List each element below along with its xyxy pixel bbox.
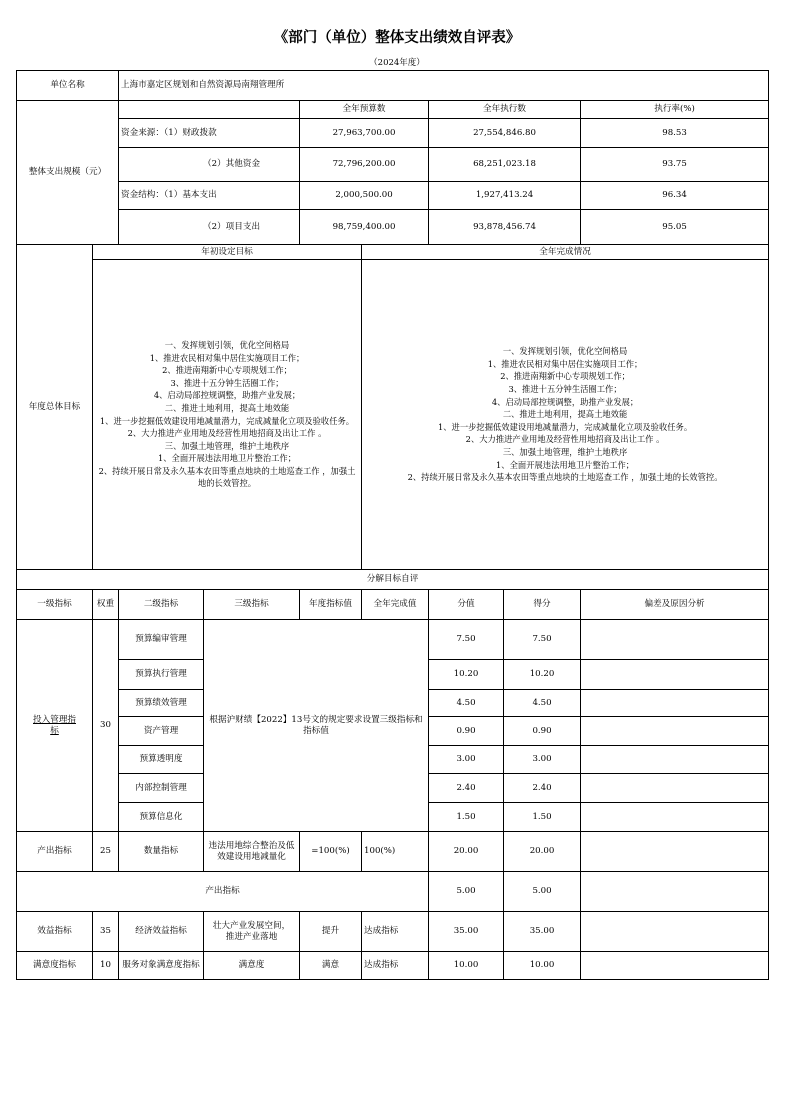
unit-name-value: 上海市嘉定区规划和自然资源局南翔管理所	[119, 71, 769, 101]
output-level1: 产出指标	[17, 832, 93, 872]
annual-goal-label: 年度总体目标	[17, 245, 93, 570]
scale-row-budget: 72,796,200.00	[300, 148, 429, 182]
output-subtotal-got: 5.00	[504, 872, 581, 912]
output-subtotal-score: 5.00	[429, 872, 504, 912]
input-score: 3.00	[429, 746, 504, 774]
benefit-analysis	[581, 912, 769, 952]
header-actual: 全年完成值	[362, 590, 429, 620]
header-target: 年度指标值	[300, 590, 362, 620]
input-level3: 根据沪财绩【2022】13号文的规定要求设置三级指标和指标值	[204, 620, 429, 832]
scale-row-exec: 68,251,023.18	[429, 148, 581, 182]
benefit-weight: 35	[93, 912, 119, 952]
output-analysis	[581, 832, 769, 872]
scale-header-rate: 执行率(%)	[581, 101, 769, 119]
input-got: 10.20	[504, 660, 581, 690]
output-actual: 100(%)	[362, 832, 429, 872]
satisfaction-actual: 达成指标	[362, 952, 429, 980]
output-weight: 25	[93, 832, 119, 872]
input-weight: 30	[93, 620, 119, 832]
benefit-got: 35.00	[504, 912, 581, 952]
output-level2: 数量指标	[119, 832, 204, 872]
input-analysis	[581, 620, 769, 660]
input-analysis	[581, 690, 769, 717]
annual-done-text: 一、发挥规划引领，优化空间格局 1、推进农民相对集中居住实施项目工作； 2、推进南翔新中心专项规划工作； 3、推进十五分钟生活圈工作； 4、启动局部控规调整，助推产业发展； 二、推进土地利用，提高土地效能 1、进一步挖掘低效建设用地减量潜力，完成减量化立项及验收任务。 2、大力推进产业用地及经营性用地招商及出让工作 。 三、加强土地管理，维护土地秩序 1、全面开展违法用地卫片整治工作； 2、持续开展日常及永久基本农田等重点地块的土地巡查工作 ，加强土地的长效管控。	[362, 260, 769, 570]
input-level2: 预算执行管理	[119, 660, 204, 690]
scale-row-exec: 93,878,456.74	[429, 210, 581, 245]
scale-row-rate: 96.34	[581, 182, 769, 210]
input-analysis	[581, 660, 769, 690]
evaluation-table	[16, 70, 769, 980]
annual-done-header: 全年完成情况	[362, 245, 769, 260]
output-target: =100(%)	[300, 832, 362, 872]
scale-row-budget: 27,963,700.00	[300, 119, 429, 148]
input-got: 3.00	[504, 746, 581, 774]
benefit-score: 35.00	[429, 912, 504, 952]
benefit-actual: 达成指标	[362, 912, 429, 952]
input-got: 7.50	[504, 620, 581, 660]
input-analysis	[581, 803, 769, 832]
scale-row-exec: 1,927,413.24	[429, 182, 581, 210]
breakdown-title: 分解目标自评	[17, 570, 769, 590]
input-analysis	[581, 717, 769, 746]
input-score: 0.90	[429, 717, 504, 746]
header-level2: 二级指标	[119, 590, 204, 620]
output-got: 20.00	[504, 832, 581, 872]
benefit-target: 提升	[300, 912, 362, 952]
header-got: 得分	[504, 590, 581, 620]
input-got: 2.40	[504, 774, 581, 803]
satisfaction-level3: 满意度	[204, 952, 300, 980]
scale-label: 整体支出规模（元）	[17, 101, 119, 245]
input-got: 0.90	[504, 717, 581, 746]
benefit-level1: 效益指标	[17, 912, 93, 952]
benefit-level3: 壮大产业发展空间，推进产业落地	[204, 912, 300, 952]
header-level1: 一级指标	[17, 590, 93, 620]
scale-row-budget: 2,000,500.00	[300, 182, 429, 210]
input-analysis	[581, 774, 769, 803]
page-title: 《部门（单位）整体支出绩效自评表》	[273, 30, 521, 46]
header-score: 分值	[429, 590, 504, 620]
scale-row-label: （2）其他资金	[119, 148, 300, 182]
output-score: 20.00	[429, 832, 504, 872]
benefit-level2: 经济效益指标	[119, 912, 204, 952]
input-level2: 预算绩效管理	[119, 690, 204, 717]
input-got: 1.50	[504, 803, 581, 832]
scale-header-blank	[119, 101, 300, 119]
scale-row-label: （2）项目支出	[119, 210, 300, 245]
output-subtotal-label: 产出指标	[17, 872, 429, 912]
scale-row-rate: 93.75	[581, 148, 769, 182]
satisfaction-level2: 服务对象满意度指标	[119, 952, 204, 980]
input-level2: 预算信息化	[119, 803, 204, 832]
scale-row-rate: 95.05	[581, 210, 769, 245]
scale-row-label: 资金结构：（1）基本支出	[119, 182, 300, 210]
scale-row-label: 资金来源：（1）财政拨款	[119, 119, 300, 148]
satisfaction-got: 10.00	[504, 952, 581, 980]
header-analysis: 偏差及原因分析	[581, 590, 769, 620]
input-score: 4.50	[429, 690, 504, 717]
scale-header-budget: 全年预算数	[300, 101, 429, 119]
unit-name-label: 单位名称	[17, 71, 119, 101]
input-score: 2.40	[429, 774, 504, 803]
input-level1: 投入管理指标	[17, 620, 93, 832]
input-score: 7.50	[429, 620, 504, 660]
input-analysis	[581, 746, 769, 774]
satisfaction-target: 满意	[300, 952, 362, 980]
satisfaction-score: 10.00	[429, 952, 504, 980]
scale-row-exec: 27,554,846.80	[429, 119, 581, 148]
scale-row-rate: 98.53	[581, 119, 769, 148]
satisfaction-weight: 10	[93, 952, 119, 980]
satisfaction-analysis	[581, 952, 769, 980]
satisfaction-level1: 满意度指标	[17, 952, 93, 980]
input-level2: 资产管理	[119, 717, 204, 746]
input-score: 1.50	[429, 803, 504, 832]
input-level2: 预算编审管理	[119, 620, 204, 660]
output-subtotal-analysis	[581, 872, 769, 912]
annual-target-text: 一、发挥规划引领，优化空间格局 1、推进农民相对集中居住实施项目工作； 2、推进南翔新中心专项规划工作； 3、推进十五分钟生活圈工作； 4、启动局部控规调整，助推产业发展； 二、推进土地利用，提高土地效能 1、进一步挖掘低效建设用地减量潜力，完成减量化立项及验收任务。 2、大力推进产业用地及经营性用地招商及出让工作 。 三、加强土地管理，维护土地秩序 1、全面开展违法用地卫片整治工作； 2、持续开展日常及永久基本农田等重点地块的土地巡查工作 ，加强土地的长效管控。	[93, 260, 362, 570]
header-weight: 权重	[93, 590, 119, 620]
scale-row-budget: 98,759,400.00	[300, 210, 429, 245]
input-level2: 预算透明度	[119, 746, 204, 774]
input-got: 4.50	[504, 690, 581, 717]
input-score: 10.20	[429, 660, 504, 690]
scale-header-exec: 全年执行数	[429, 101, 581, 119]
report-year: （2024年度）	[369, 58, 425, 68]
output-level3: 违法用地综合整治及低效建设用地减量化	[204, 832, 300, 872]
input-level2: 内部控制管理	[119, 774, 204, 803]
header-level3: 三级指标	[204, 590, 300, 620]
annual-target-header: 年初设定目标	[93, 245, 362, 260]
